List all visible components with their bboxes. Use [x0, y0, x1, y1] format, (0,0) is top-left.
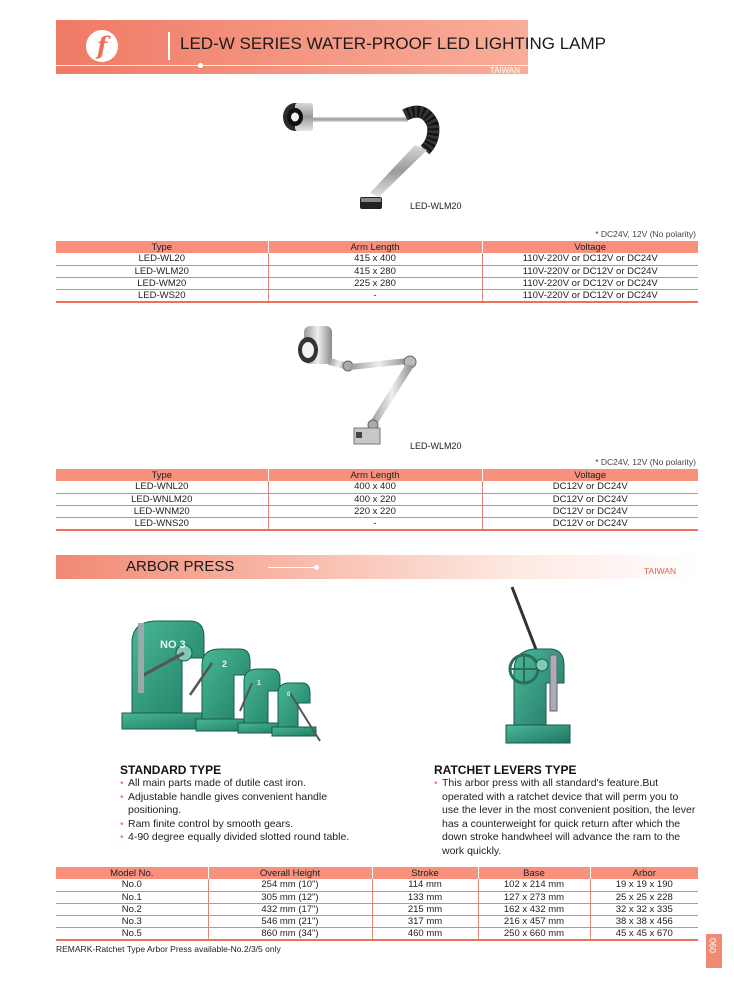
- header-type: Type: [56, 469, 268, 481]
- header-banner: [56, 20, 606, 75]
- cell-arbor: 25 x 25 x 228: [590, 891, 698, 903]
- cell-arm-length: 400 x 400: [268, 481, 482, 493]
- cell-model-no: No.2: [56, 903, 208, 915]
- cell-type: LED-WS20: [56, 289, 268, 302]
- table-row: [56, 265, 698, 277]
- cell-arm-length: -: [268, 517, 482, 530]
- cell-voltage: 110V-220V or DC12V or DC24V: [482, 277, 698, 289]
- banner-dot: [314, 565, 319, 570]
- list-item: • All main parts made of dutile cast iron.: [120, 777, 380, 791]
- cell-base: 250 x 660 mm: [478, 927, 590, 940]
- cell-model-no: No.1: [56, 891, 208, 903]
- table-row: [56, 289, 698, 302]
- table-header-row: [56, 241, 698, 253]
- list-item: • 4-90 degree equally divided slotted round table.: [120, 831, 380, 845]
- banner-line: [268, 567, 318, 568]
- lamp1-spec-table: [56, 241, 698, 303]
- table-row: [56, 517, 698, 530]
- arbor-spec-table: [56, 867, 698, 941]
- cell-stroke: 317 mm: [372, 915, 478, 927]
- header-base: Base: [478, 867, 590, 879]
- cell-stroke: 133 mm: [372, 891, 478, 903]
- cell-model-no: No.3: [56, 915, 208, 927]
- table-row: [56, 505, 698, 517]
- standard-press-image: [112, 603, 326, 743]
- lamp2-model-label: LED-WLM20: [410, 441, 462, 451]
- cell-arbor: 19 x 19 x 190: [590, 879, 698, 891]
- cell-arm-length: -: [268, 289, 482, 302]
- table-row: [56, 903, 698, 915]
- banner-divider: [168, 32, 170, 60]
- cell-overall-height: 860 mm (34"): [208, 927, 372, 940]
- cell-base: 102 x 214 mm: [478, 879, 590, 891]
- cell-arm-length: 415 x 280: [268, 265, 482, 277]
- header-arm-length: Arm Length: [268, 469, 482, 481]
- header-type: Type: [56, 241, 268, 253]
- cell-type: LED-WL20: [56, 253, 268, 265]
- header-arm-length: Arm Length: [268, 241, 482, 253]
- banner-dot: [198, 63, 203, 68]
- cell-base: 216 x 457 mm: [478, 915, 590, 927]
- table-header-row: [56, 867, 698, 879]
- cell-arm-length: 415 x 400: [268, 253, 482, 265]
- page-number-tab: [706, 934, 722, 968]
- cell-base: 127 x 273 mm: [478, 891, 590, 903]
- ratchet-type-title: RATCHET LEVERS TYPE: [434, 763, 577, 777]
- cell-overall-height: 546 mm (21"): [208, 915, 372, 927]
- header-arbor: Arbor: [590, 867, 698, 879]
- cell-arm-length: 220 x 220: [268, 505, 482, 517]
- table-header-row: [56, 469, 698, 481]
- lamp2-note: * DC24V, 12V (No polarity): [595, 457, 696, 467]
- cell-voltage: 110V-220V or DC12V or DC24V: [482, 289, 698, 302]
- table-row: [56, 915, 698, 927]
- standard-features-list: [120, 777, 380, 845]
- arbor-country: TAIWAN: [644, 566, 677, 576]
- list-item: • This arbor press with all standard's feature.But operated with a ratchet device that will perm you to use the lever in the most convenient position, the lever has a counterweight for quick return after which the down stroke handwheel will advance the ram to the work quickly.: [434, 777, 696, 858]
- cell-voltage: 110V-220V or DC12V or DC24V: [482, 265, 698, 277]
- ratchet-press-image: [494, 585, 584, 750]
- table-row: [56, 879, 698, 891]
- header-model-no: Model No.: [56, 867, 208, 879]
- page-number: 090: [708, 938, 718, 954]
- header-voltage: Voltage: [482, 241, 698, 253]
- brand-logo-icon: f: [86, 30, 118, 62]
- cell-base: 162 x 432 mm: [478, 903, 590, 915]
- header-voltage: Voltage: [482, 469, 698, 481]
- cell-overall-height: 432 mm (17"): [208, 903, 372, 915]
- header-overall-height: Overall Height: [208, 867, 372, 879]
- arbor-press-banner: [56, 555, 700, 579]
- table-row: [56, 891, 698, 903]
- cell-voltage: DC12V or DC24V: [482, 481, 698, 493]
- banner-underline: [56, 65, 528, 66]
- table-row: [56, 481, 698, 493]
- table-row: [56, 493, 698, 505]
- cell-arm-length: 225 x 280: [268, 277, 482, 289]
- lamp2-image: [290, 320, 450, 450]
- cell-arbor: 32 x 32 x 335: [590, 903, 698, 915]
- cell-stroke: 215 mm: [372, 903, 478, 915]
- list-item: • Ram finite control by smooth gears.: [120, 818, 380, 832]
- cell-arm-length: 400 x 220: [268, 493, 482, 505]
- table-row: [56, 927, 698, 940]
- cell-voltage: DC12V or DC24V: [482, 517, 698, 530]
- table-row: [56, 253, 698, 265]
- list-item: • Adjustable handle gives convenient handle positioning.: [120, 791, 380, 818]
- press-label: 2: [222, 659, 228, 669]
- header-stroke: Stroke: [372, 867, 478, 879]
- cell-arbor: 45 x 45 x 670: [590, 927, 698, 940]
- cell-arbor: 38 x 38 x 456: [590, 915, 698, 927]
- arbor-press-title: ARBOR PRESS: [126, 558, 235, 575]
- cell-overall-height: 305 mm (12"): [208, 891, 372, 903]
- lamp1-note: * DC24V, 12V (No polarity): [595, 229, 696, 239]
- cell-stroke: 460 mm: [372, 927, 478, 940]
- press-label: NO 3: [160, 639, 186, 651]
- header-country: TAIWAN: [489, 66, 520, 75]
- lamp2-spec-table: [56, 469, 698, 531]
- page-title: LED-W SERIES WATER-PROOF LED LIGHTING LAMP: [180, 34, 606, 53]
- press-label: 1: [257, 680, 261, 687]
- cell-type: LED-WNM20: [56, 505, 268, 517]
- remark-text: REMARK-Ratchet Type Arbor Press available-No.2/3/5 only: [56, 944, 281, 954]
- cell-type: LED-WM20: [56, 277, 268, 289]
- cell-model-no: No.5: [56, 927, 208, 940]
- cell-voltage: 110V-220V or DC12V or DC24V: [482, 253, 698, 265]
- cell-type: LED-WLM20: [56, 265, 268, 277]
- cell-type: LED-WNLM20: [56, 493, 268, 505]
- cell-voltage: DC12V or DC24V: [482, 493, 698, 505]
- cell-type: LED-WNL20: [56, 481, 268, 493]
- cell-overall-height: 254 mm (10"): [208, 879, 372, 891]
- ratchet-features-list: [434, 777, 696, 858]
- cell-type: LED-WNS20: [56, 517, 268, 530]
- cell-model-no: No.0: [56, 879, 208, 891]
- lamp1-model-label: LED-WLM20: [410, 201, 462, 211]
- cell-voltage: DC12V or DC24V: [482, 505, 698, 517]
- cell-stroke: 114 mm: [372, 879, 478, 891]
- table-row: [56, 277, 698, 289]
- standard-type-title: STANDARD TYPE: [120, 763, 222, 777]
- press-label: 0: [287, 692, 291, 698]
